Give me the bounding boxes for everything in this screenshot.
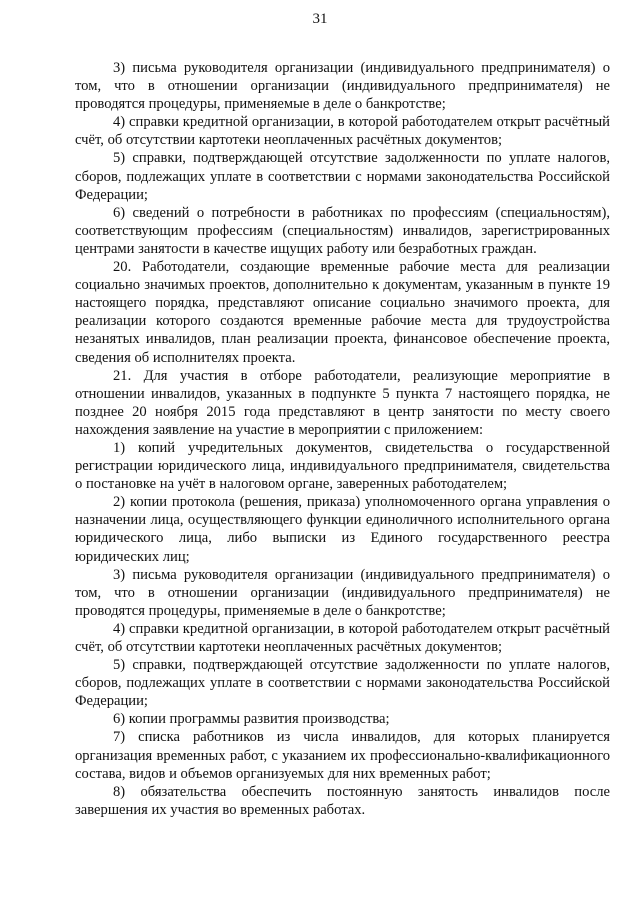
paragraph-clause-20: 20. Работодатели, создающие временные рабочие места для реализации социально значимых проектов, дополнительно к документам, указанным в пункте 19 настоящего порядка, представляют описание социально значимого проекта, для реализации которого создаются временные рабочие места для трудоустройства незанятых инвалидов, план реализации проекта, финансовое обеспечение проекта, сведения об исполнителях проекта.	[75, 259, 610, 366]
paragraph-21-item-2: 2) копии протокола (решения, приказа) уполномоченного органа управления о назначении лица, осуществляющего функции единоличного исполнительного органа юридического лица, либо выписки из Единого государственного реестра юридических лиц;	[75, 494, 610, 565]
paragraph-21-item-5: 5) справки, подтверждающей отсутствие задолженности по уплате налогов, сборов, подлежащих уплате в соответствии с нормами законодательства Российской Федерации;	[75, 657, 610, 710]
paragraph-clause-21: 21. Для участия в отборе работодатели, реализующие мероприятие в отношении инвалидов, указанных в подпункте 5 пункта 7 настоящего порядка, не позднее 20 ноября 2015 года представляют в центр занятости по месту своего нахождения заявление на участие в мероприятии с приложением:	[75, 367, 610, 438]
paragraph-3-letter: 3) письма руководителя организации (индивидуального предпринимателя) о том, что в отношении организации (индивидуального предпринимателя) не проводятся процедуры, применяемые в деле о банкротстве;	[75, 60, 610, 113]
paragraph-21-item-6: 6) копии программы развития производства;	[113, 711, 390, 728]
paragraph-21-item-1: 1) копий учредительных документов, свидетельства о государственной регистрации юридического лица, индивидуального предпринимателя, свидетельства о постановке на учёт в налоговом органе, заверенных работодателем;	[75, 439, 610, 493]
page-number: 31	[312, 11, 328, 27]
paragraph-21-item-7: 7) списка работников из числа инвалидов, для которых планируется организация временных работ, с указанием их профессионально-квалификационного состава, видов и объемов организуемых для них временных работ;	[75, 729, 610, 782]
paragraph-21-item-4: 4) справки кредитной организации, в которой работодателем открыт расчётный счёт, об отсутствии картотеки неоплаченных расчётных документов;	[75, 620, 610, 655]
paragraph-21-item-8: 8) обязательства обеспечить постоянную занятость инвалидов после завершения их участия во временных работах.	[75, 783, 610, 818]
document-body	[75, 59, 610, 819]
paragraph-5-tax-certificate: 5) справки, подтверждающей отсутствие задолженности по уплате налогов, сборов, подлежащих уплате в соответствии с нормами законодательства Российской Федерации;	[75, 150, 610, 203]
paragraph-21-item-3: 3) письма руководителя организации (индивидуального предпринимателя) о том, что в отношении организации (индивидуального предпринимателя) не проводятся процедуры, применяемые в деле о банкротстве;	[75, 566, 610, 619]
paragraph-4-bank-certificate: 4) справки кредитной организации, в которой работодателем открыт расчётный счёт, об отсутствии картотеки неоплаченных расчётных документов;	[75, 114, 610, 149]
paragraph-6-workforce-needs: 6) сведений о потребности в работниках по профессиям (специальностям), соответствующим профессиям (специальностям) инвалидов, зарегистрированных центрами занятости в качестве ищущих работу или безработных граждан.	[75, 204, 610, 257]
